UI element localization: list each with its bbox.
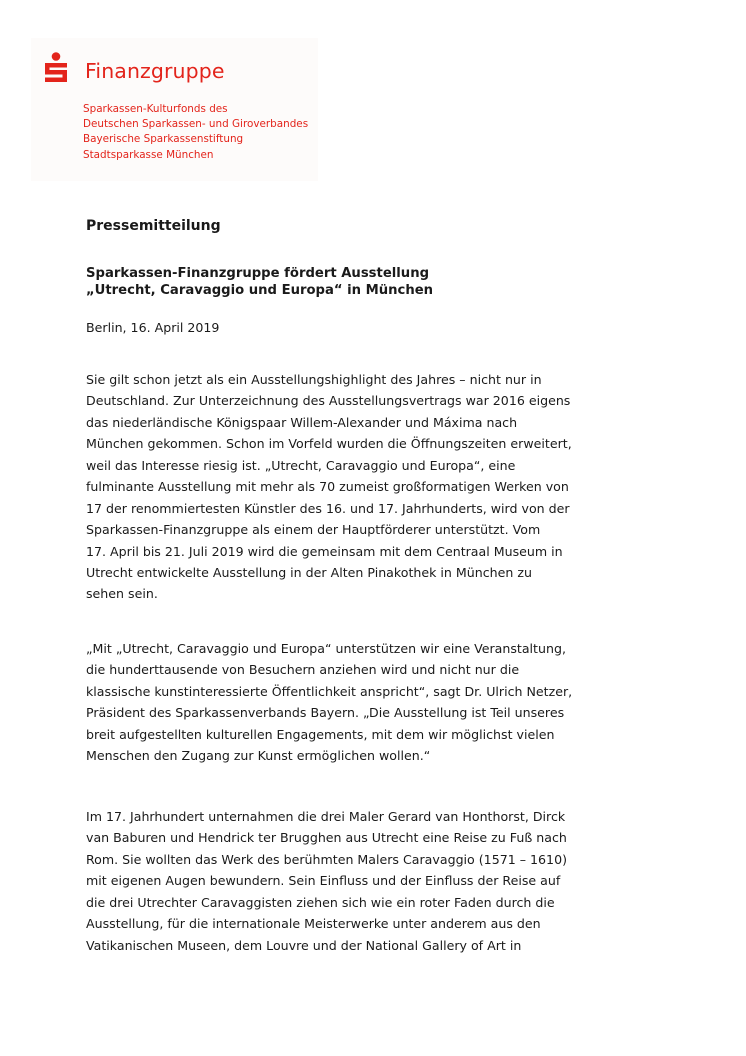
text-line: Im 17. Jahrhundert unternahmen die drei Maler Gerard van Honthorst, Dirck <box>86 809 566 824</box>
document-type-label: Pressemitteilung <box>86 218 221 234</box>
paragraph-1 <box>86 369 572 605</box>
logo-subline: Sparkassen-Kulturfonds des <box>83 103 228 115</box>
text-line: die drei Utrechter Caravaggisten ziehen sich wie ein roter Faden durch die <box>86 894 555 910</box>
logo-subline: Stadtsparkasse München <box>83 148 214 161</box>
paragraph-2-quote <box>86 638 572 767</box>
text-line: Sparkassen-Finanzgruppe als einem der Hauptförderer unterstützt. Vom <box>86 522 541 538</box>
text-line: weil das Interesse riesig ist. „Utrecht, Caravaggio und Europa“, eine <box>86 457 516 473</box>
text-line: die hunderttausende von Besuchern anziehen wird und nicht nur die <box>86 662 520 678</box>
text-line: Vatikanischen Museen, dem Louvre und der National Gallery of Art in <box>86 937 522 953</box>
text-line: fulminante Ausstellung mit mehr als 70 zumeist großformatigen Werken von <box>86 479 569 495</box>
logo-subline: Deutschen Sparkassen- und Giroverbandes <box>83 118 309 131</box>
text-line: 17 der renommiertesten Künstler des 16. und 17. Jahrhunderts, wird von der <box>86 500 570 516</box>
text-line: klassische kunstinteressierte Öffentlichkeit anspricht“, sagt Dr. Ulrich Netzer, <box>86 683 573 699</box>
text-line: sehen sein. <box>86 586 158 602</box>
logo-wordmark: Finanzgruppe <box>85 59 225 83</box>
dateline: Berlin, 16. April 2019 <box>86 320 220 335</box>
logo-sublines <box>83 102 308 163</box>
text-line: München gekommen. Schon im Vorfeld wurden die Öffnungszeiten erweitert, <box>86 436 572 452</box>
text-line: Deutschland. Zur Unterzeichnung des Ausstellungsvertrags war 2016 eigens <box>86 393 571 409</box>
text-line: Rom. Sie wollten das Werk des berühmten Malers Caravaggio (1571 – 1610) <box>86 851 567 867</box>
paragraph-3 <box>86 806 567 956</box>
text-line: mit eigenen Augen bewundern. Sein Einfluss und der Einfluss der Reise auf <box>86 873 561 889</box>
text-line: Utrecht entwickelte Ausstellung in der Alten Pinakothek in München zu <box>86 564 532 580</box>
headline <box>86 265 433 299</box>
headline-line: „Utrecht, Caravaggio und Europa“ in München <box>86 283 434 298</box>
text-line: „Mit „Utrecht, Caravaggio und Europa“ unterstützen wir eine Veranstaltung, <box>86 641 566 656</box>
text-line: 17. April bis 21. Juli 2019 wird die gemeinsam mit dem Centraal Museum in <box>86 543 563 559</box>
text-line: Ausstellung, für die internationale Meisterwerke unter anderem aus den <box>86 916 541 932</box>
text-line: Menschen den Zugang zur Kunst ermöglichen wollen.“ <box>86 748 431 764</box>
text-line: breit aufgestellten kulturellen Engagements, mit dem wir möglichst vielen <box>86 726 555 742</box>
headline-line: Sparkassen-Finanzgruppe fördert Ausstellung <box>86 266 430 281</box>
text-line: Präsident des Sparkassenverbands Bayern. „Die Ausstellung ist Teil unseres <box>86 705 565 721</box>
sparkasse-s-icon <box>42 52 70 84</box>
sparkasse-logo-block <box>31 38 318 181</box>
text-line: van Baburen und Hendrick ter Brugghen aus Utrecht eine Reise zu Fuß nach <box>86 830 567 846</box>
logo-subline: Bayerische Sparkassenstiftung <box>83 133 244 146</box>
text-line: Sie gilt schon jetzt als ein Ausstellungshighlight des Jahres – nicht nur in <box>86 372 542 387</box>
text-line: das niederländische Königspaar Willem-Alexander und Máxima nach <box>86 414 518 430</box>
